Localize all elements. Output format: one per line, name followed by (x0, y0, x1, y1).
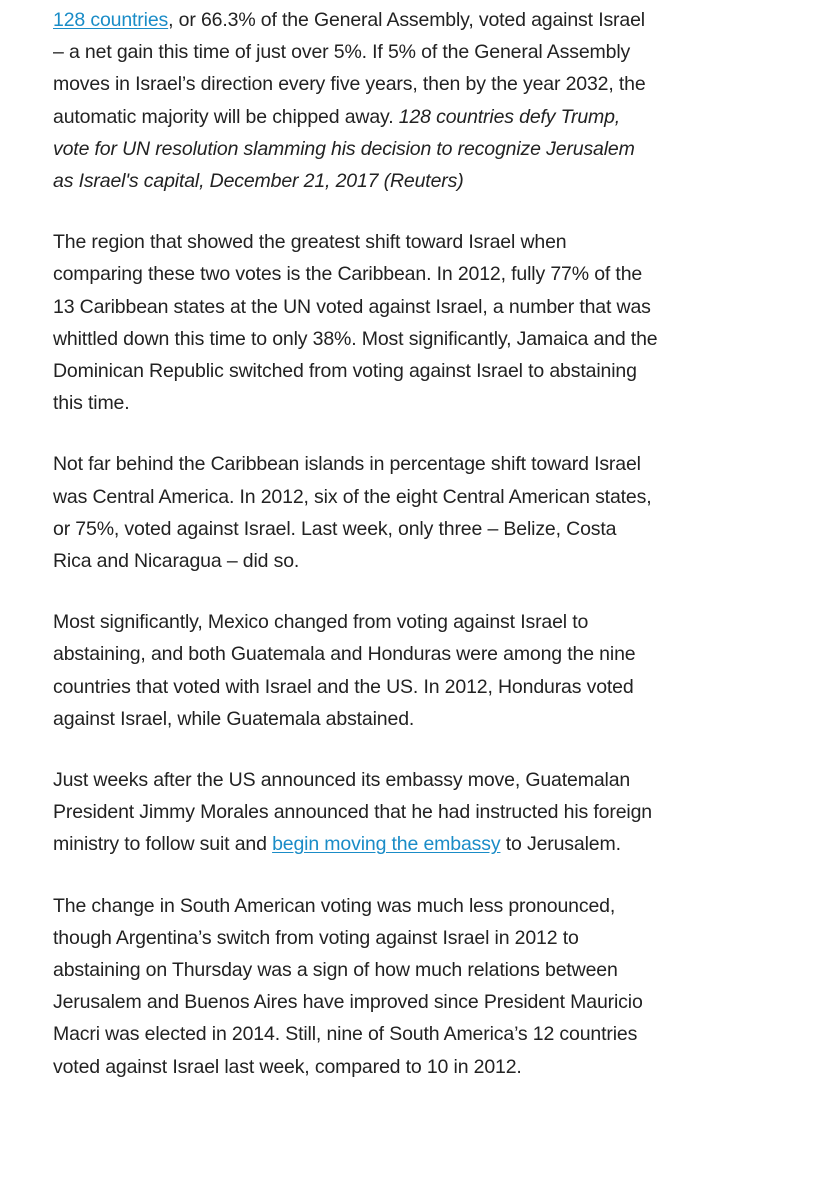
paragraph-central-america (53, 448, 658, 577)
article-body (53, 4, 658, 1083)
paragraph-text: Not far behind the Caribbean islands in percentage shift toward Israel was Central America. In 2012, six of the eight Central American states, or 75%, voted against Israel. Last week, only three – Belize, Costa Rica and Nicaragua – did so. (53, 453, 652, 573)
paragraph-text: to Jerusalem. (505, 833, 621, 856)
paragraph-text: The region that showed the greatest shift toward Israel when comparing these two votes is the Caribbean. In 2012, fully 77% of the 13 Caribbean states at the UN voted against Israel, a number that was whittled down this time to only 38%. Most significantly, Jamaica and the Dominican Republic switched from voting against Israel to abstaining this time. (53, 231, 658, 415)
paragraph-mexico-guatemala-honduras (53, 606, 658, 735)
paragraph-caribbean (53, 226, 658, 419)
paragraph-south-america (53, 890, 658, 1083)
paragraph-guatemala-embassy (53, 764, 658, 861)
link-128-countries[interactable]: 128 countries (53, 9, 169, 31)
paragraph-text: Most significantly, Mexico changed from voting against Israel to abstaining, and both Guatemala and Honduras were among the nine countries that voted with Israel and the US. In 2012, Honduras voted against Israel, while Guatemala abstained. (53, 611, 636, 730)
paragraph-text: Just weeks after the US announced its embassy move, Guatemalan President Jimmy Morales announced that he had instructed his foreign ministry to follow suit and (53, 769, 652, 856)
paragraph-text: The change in South American voting was much less pronounced, though Argentina’s switch from voting against Israel in 2012 to abstaining on Thursday was a sign of how much relations between Jerusalem and Buenos Aires have improved since President Mauricio Macri was elected in 2014. Still, nine of South America’s 12 countries voted against Israel last week, compared to 10 in 2012. (53, 894, 643, 1078)
article-citation: 128 countries defy Trump, vote for UN resolution slamming his decision to recognize Jerusalem as Israel's capital, December 21, 2017 (Reuters) (53, 105, 635, 193)
paragraph-text: , or 66.3% of the General Assembly, voted against Israel – a net gain this time of just over 5%. If 5% of the General Assembly moves in Israel’s direction every five years, then by the year 2032, the automatic majority will be chipped away. (53, 9, 646, 128)
paragraph-un-vote-count (53, 4, 658, 197)
link-begin-moving-embassy[interactable]: begin moving the embassy (272, 833, 501, 856)
